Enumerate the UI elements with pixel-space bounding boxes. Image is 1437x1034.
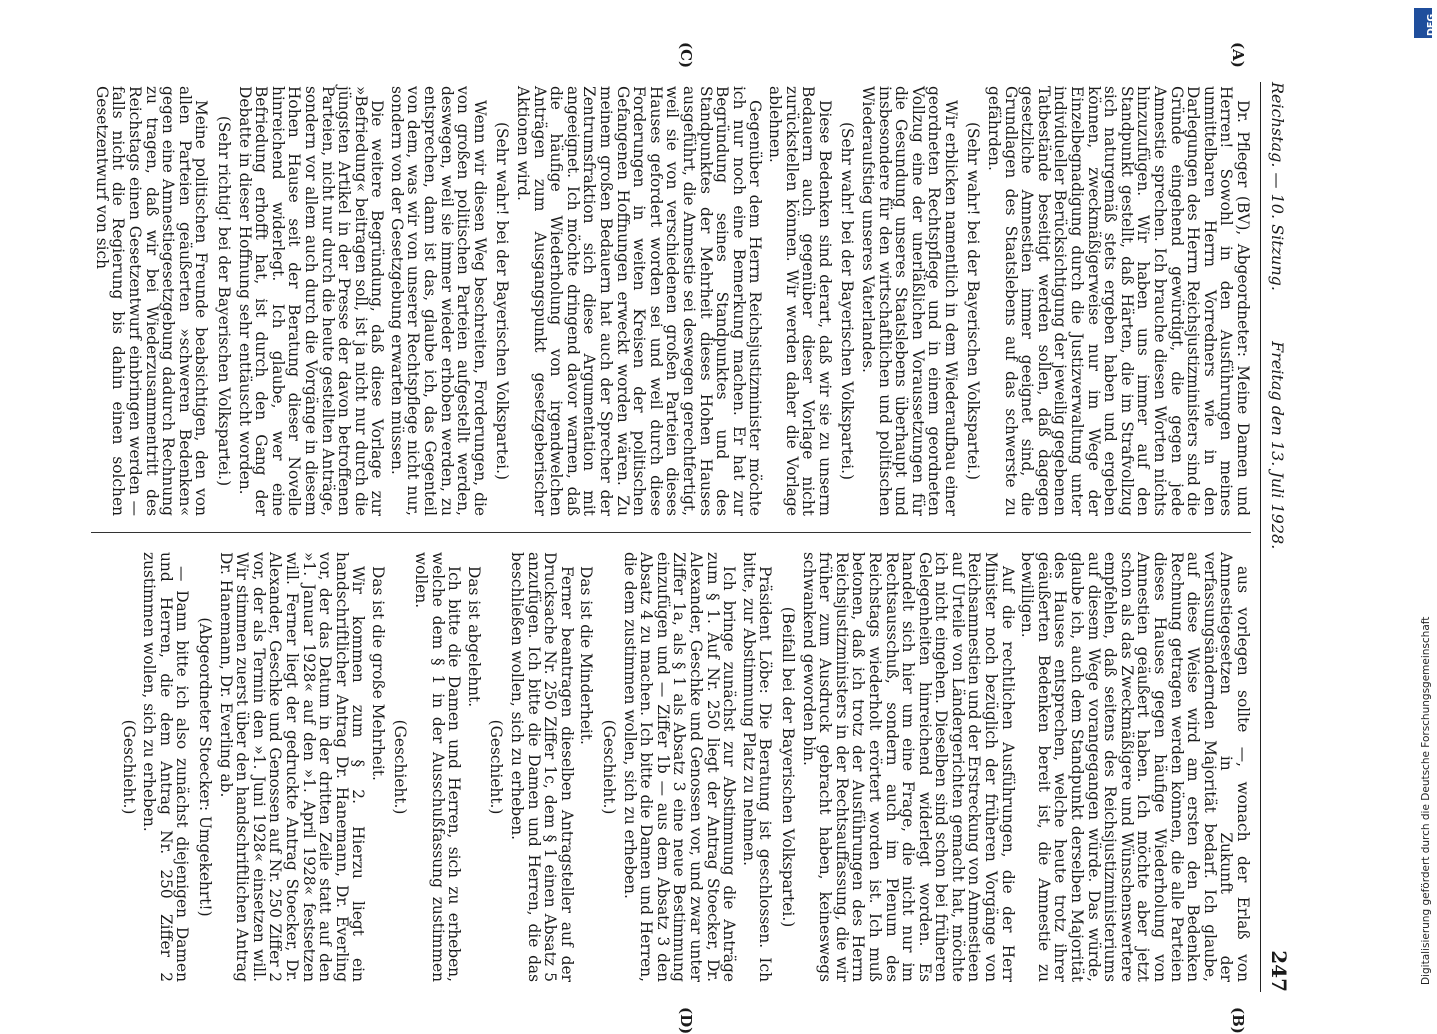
paragraph: Das ist die große Mehrheit.: [368, 566, 387, 781]
paragraph: — Dann bitte ich also zunächst diejenigen Damen und Herren, die dem Antrag Nr. 250 Ziffer 2 zustimmen wollen, sich zu erheben.: [140, 552, 192, 982]
interjection: (Geschieht.): [391, 719, 410, 815]
paragraph: Ferner beantragen dieselben Antragsteller auf der Drucksache Nr. 250 Ziffer 1c, dem § 1 einen Absatz 5 anzufügen. Ich bitte die Damen und Herren, die das beschließen wollen, sich zu erheben.: [508, 552, 576, 982]
header-left: Reichstag. — 10. Sitzung.: [1268, 82, 1287, 291]
interjection: (Sehr wahr! bei der Bayerischen Volkspartei.): [838, 121, 857, 481]
right-column: [114, 552, 1251, 982]
interjection: (Geschieht.): [600, 719, 619, 815]
paragraph: Die weitere Begründung, daß diese Vorlage zur »Befriedung« beitragen soll, ist ja nicht nur durch die jüngsten Artikel in der Presse der davon betroffenen Parteien, nicht nur durch die heute gestellten Anträge, sondern vor allem auch durch die Vorgänge in diesem Hohen Hause seit der Beratung dieser Novelle hinreichend widerlegt. Ich glaube, wer eine Befriedung erhofft hat, ist durch den Gang der Debatte in dieser Hoffnung sehr enttäuscht worden.: [235, 86, 387, 516]
paragraph: Ich bitte die Damen und Herren, sich zu erheben, welche dem § 1 in der Ausschußfassung zustimmen wollen.: [412, 552, 464, 982]
paragraph: Ich bringe zunächst zur Abstimmung die Anträge zum § 1. Auf Nr. 250 liegt der Antrag Stoecker, Dr. Alexander, Geschke und Genossen vor, und zwar unter Ziffer 1a, als § 1 als Absatz 3 eine neue Bestimmung einzufügen und — Ziffer 1b — aus dem Absatz 3 den Absatz 4 zu machen. Ich bitte die Damen und Herren, die dem zustimmen wollen, sich zu erheben.: [620, 552, 739, 982]
paragraph: Das ist abgelehnt.: [464, 566, 483, 708]
interjection: (Beifall bei der Bayerischen Volkspartei.): [778, 606, 797, 928]
header-text: [1268, 82, 1287, 549]
column-divider: [91, 532, 1251, 533]
interjection: (Sehr richtig! bei der Bayerischen Volkspartei.): [214, 115, 233, 487]
margin-marker-a: (A): [1229, 42, 1247, 68]
interjection: (Abgeordneter Stoecker: Umgekehrt!): [195, 617, 214, 917]
digitization-note: Digitalisierung gefördert durch die Deutsche Forschungsgemeinschaft: [1420, 616, 1432, 985]
paragraph: Wir erblicken namentlich in dem Wiederaufbau einer geordneten Rechtspflege und in einem geordneten Vollzug eine der unerläßlichen Voraussetzungen für die Gesundung unseres Staatslebens überhaupt und insbesondere für den wirtschaftlichen und politischen Wiederaufstieg unseres Vaterlandes.: [858, 86, 960, 516]
dfg-logo-text: DFG: [1426, 13, 1437, 36]
paragraph: Das ist die Minderheit.: [577, 566, 596, 745]
paragraph: Diese Bedenken sind derart, daß wir sie zu unserm Bedauern auch gegenüber dieser Vorlage nicht zurückstellen können. Wir werden daher die Vorlage ablehnen.: [765, 86, 834, 516]
paragraph: Wenn wir diesen Weg beschreiten, Forderungen, die von großen politischen Parteien aufgestellt werden, deswegen, weil sie immer wieder erhoben werden, zu entsprechen, dann ist das, glaube ich, das Gegenteil von dem, was wir von unserer Rechtspflege nicht nur, sondern von der Gesetzgebung erwarten müssen.: [387, 86, 489, 516]
interjection: (Geschieht.): [119, 719, 138, 815]
interjection: (Geschieht.): [487, 719, 506, 815]
paragraph: Dr. Pfleger (BV), Abgeordneter: Meine Damen und Herren! Sowohl in den Ausführungen meines unmittelbaren Herrn Vorredners wie in den Darlegungen des Herrn Reichsjustizministers sind die Gründe eingehend gewürdigt, die gegen jede Amnestie sprechen. Ich brauche diesen Worten nichts hinzuzufügen. Wir haben uns immer auf den Standpunkt gestellt, daß Härten, die im Strafvollzug sich naturgemäß stets ergeben haben und ergeben können, zweckmäßigerweise nur im Wege der Einzelbegnadigung durch die Justizverwaltung unter individueller Berücksichtigung der jeweilig gegebenen Tatbestände beseitigt werden sollen, daß dagegen gesetzliche Amnestien immer geeignet sind, die Grundlagen des Staatslebens auf das schwerste zu gefährden.: [985, 86, 1252, 516]
header-date: Freitag den 13. Juli 1928.: [1268, 341, 1287, 550]
paragraph: aus vorlegen sollte —, wonach der Erlaß von Amnestiegesetzen in Zukunft der verfassungsändernden Majorität bedarf. Ich glaube, auf diese Weise wird am ersten den Bedenken Rechnung getragen werden können, die alle Parteien dieses Hauses gegen häufige Wiederholung von Amnestien geäußert haben. Ich möchte aber jetzt schon als das Zweckmäßigere und Wünschenswertere empfehlen, daß seitens des Reichsjustizministeriums auf diesem Wege vorangegangen würde. Das würde, glaube ich, auch dem Standpunkt derselben Majorität des Hauses entsprechen, welche heute trotz ihrer geäußerten Bedenken bereit ist, die Amnestie zu bewilligen.: [1018, 552, 1252, 982]
left-column: [90, 86, 1251, 516]
rotated-page: [80, 42, 1295, 1034]
paragraph: Auf die rechtlichen Ausführungen, die der Herr Minister noch bezüglich der früheren Vorgänge von Reichsamnestien und der Erstreckung von Amnestieen auf Urteile von Ländergerichten gemacht hat, möchte ich nicht eingehen. Dieselben sind schon bei früheren Gelegenheiten hinreichend widerlegt worden. Es handelt sich hier um eine Frage, die nicht nur im Rechtsausschuß, sondern auch im Plenum des Reichstags wiederholt erörtert worden ist. Ich muß betonen, daß ich trotz der Ausführungen des Herrn Reichsjustizministers in der Rechtsauffassung, die wir früher zum Ausdruck gebracht haben, keineswegs schwankend geworden bin.: [799, 552, 1017, 982]
page-header: [1260, 82, 1295, 992]
margin-marker-b: (B): [1229, 1007, 1247, 1034]
paragraph: Wir kommen zum § 2. Hierzu liegt ein handschriftlicher Antrag Dr. Hanemann, Dr. Everling vor, der das Datum in der dritten Zeile statt auf den »1. Januar 1928« auf den »1. April 1928« festsetzen will. Ferner liegt der gedruckte Antrag Stoecker, Dr. Alexander, Geschke und Genossen auf Nr. 250 Ziffer 2 vor, der als Termin den »1. Juni 1928« einsetzen will. Wir stimmen zuerst über den handschriftlichen Antrag Dr. Hanemann, Dr. Everling ab.: [216, 552, 368, 982]
paragraph: Präsident Löbe: Die Beratung ist geschlossen. Ich bitte, zur Abstimmung Platz zu nehmen.: [739, 552, 775, 982]
interjection: (Sehr wahr! bei der Bayerischen Volkspartei.): [493, 121, 512, 481]
paragraph: Gegenüber dem Herrn Reichsjustizminister möchte ich nur noch eine Bemerkung machen. Er hat zur Begründung seines Standpunktes und des Standpunktes der Mehrheit dieses Hohen Hauses ausgeführt, die Amnestie sei deswegen gerechtfertigt, weil sie von verschiedenen großen Parteien dieses Hauses gefordert worden sei und weil durch diese Forderungen in weiten Kreisen der politischen Gefangenen Hoffnungen erweckt worden wären. Zu meinem großen Bedauern hat auch der Sprecher der Zentrumsfraktion sich diese Argumentation mit angeeignet. Ich möchte dringend davor warnen, daß die häufige Wiederholung von irgendwelchen Anträgen zum Ausgangspunkt gesetzgeberischer Aktionen wird.: [514, 86, 765, 516]
paragraph: Meine politischen Freunde beabsichtigen, den von allen Parteien geäußerten »schweren Bedenken« gegen eine Amnestiegesetzgebung dadurch Rechnung zu tragen, daß wir bei Wiederzusammentritt des Reichstags einen Gesetzentwurf einbringen werden — falls nicht die Regierung bis dahin einen solchen Gesetzentwurf von sich: [92, 86, 211, 516]
margin-marker-d: (D): [677, 1007, 695, 1034]
page-number: 247: [1267, 950, 1291, 992]
interjection: (Sehr wahr! bei der Bayerischen Volkspartei.): [964, 121, 983, 481]
margin-marker-c: (C): [677, 42, 695, 69]
